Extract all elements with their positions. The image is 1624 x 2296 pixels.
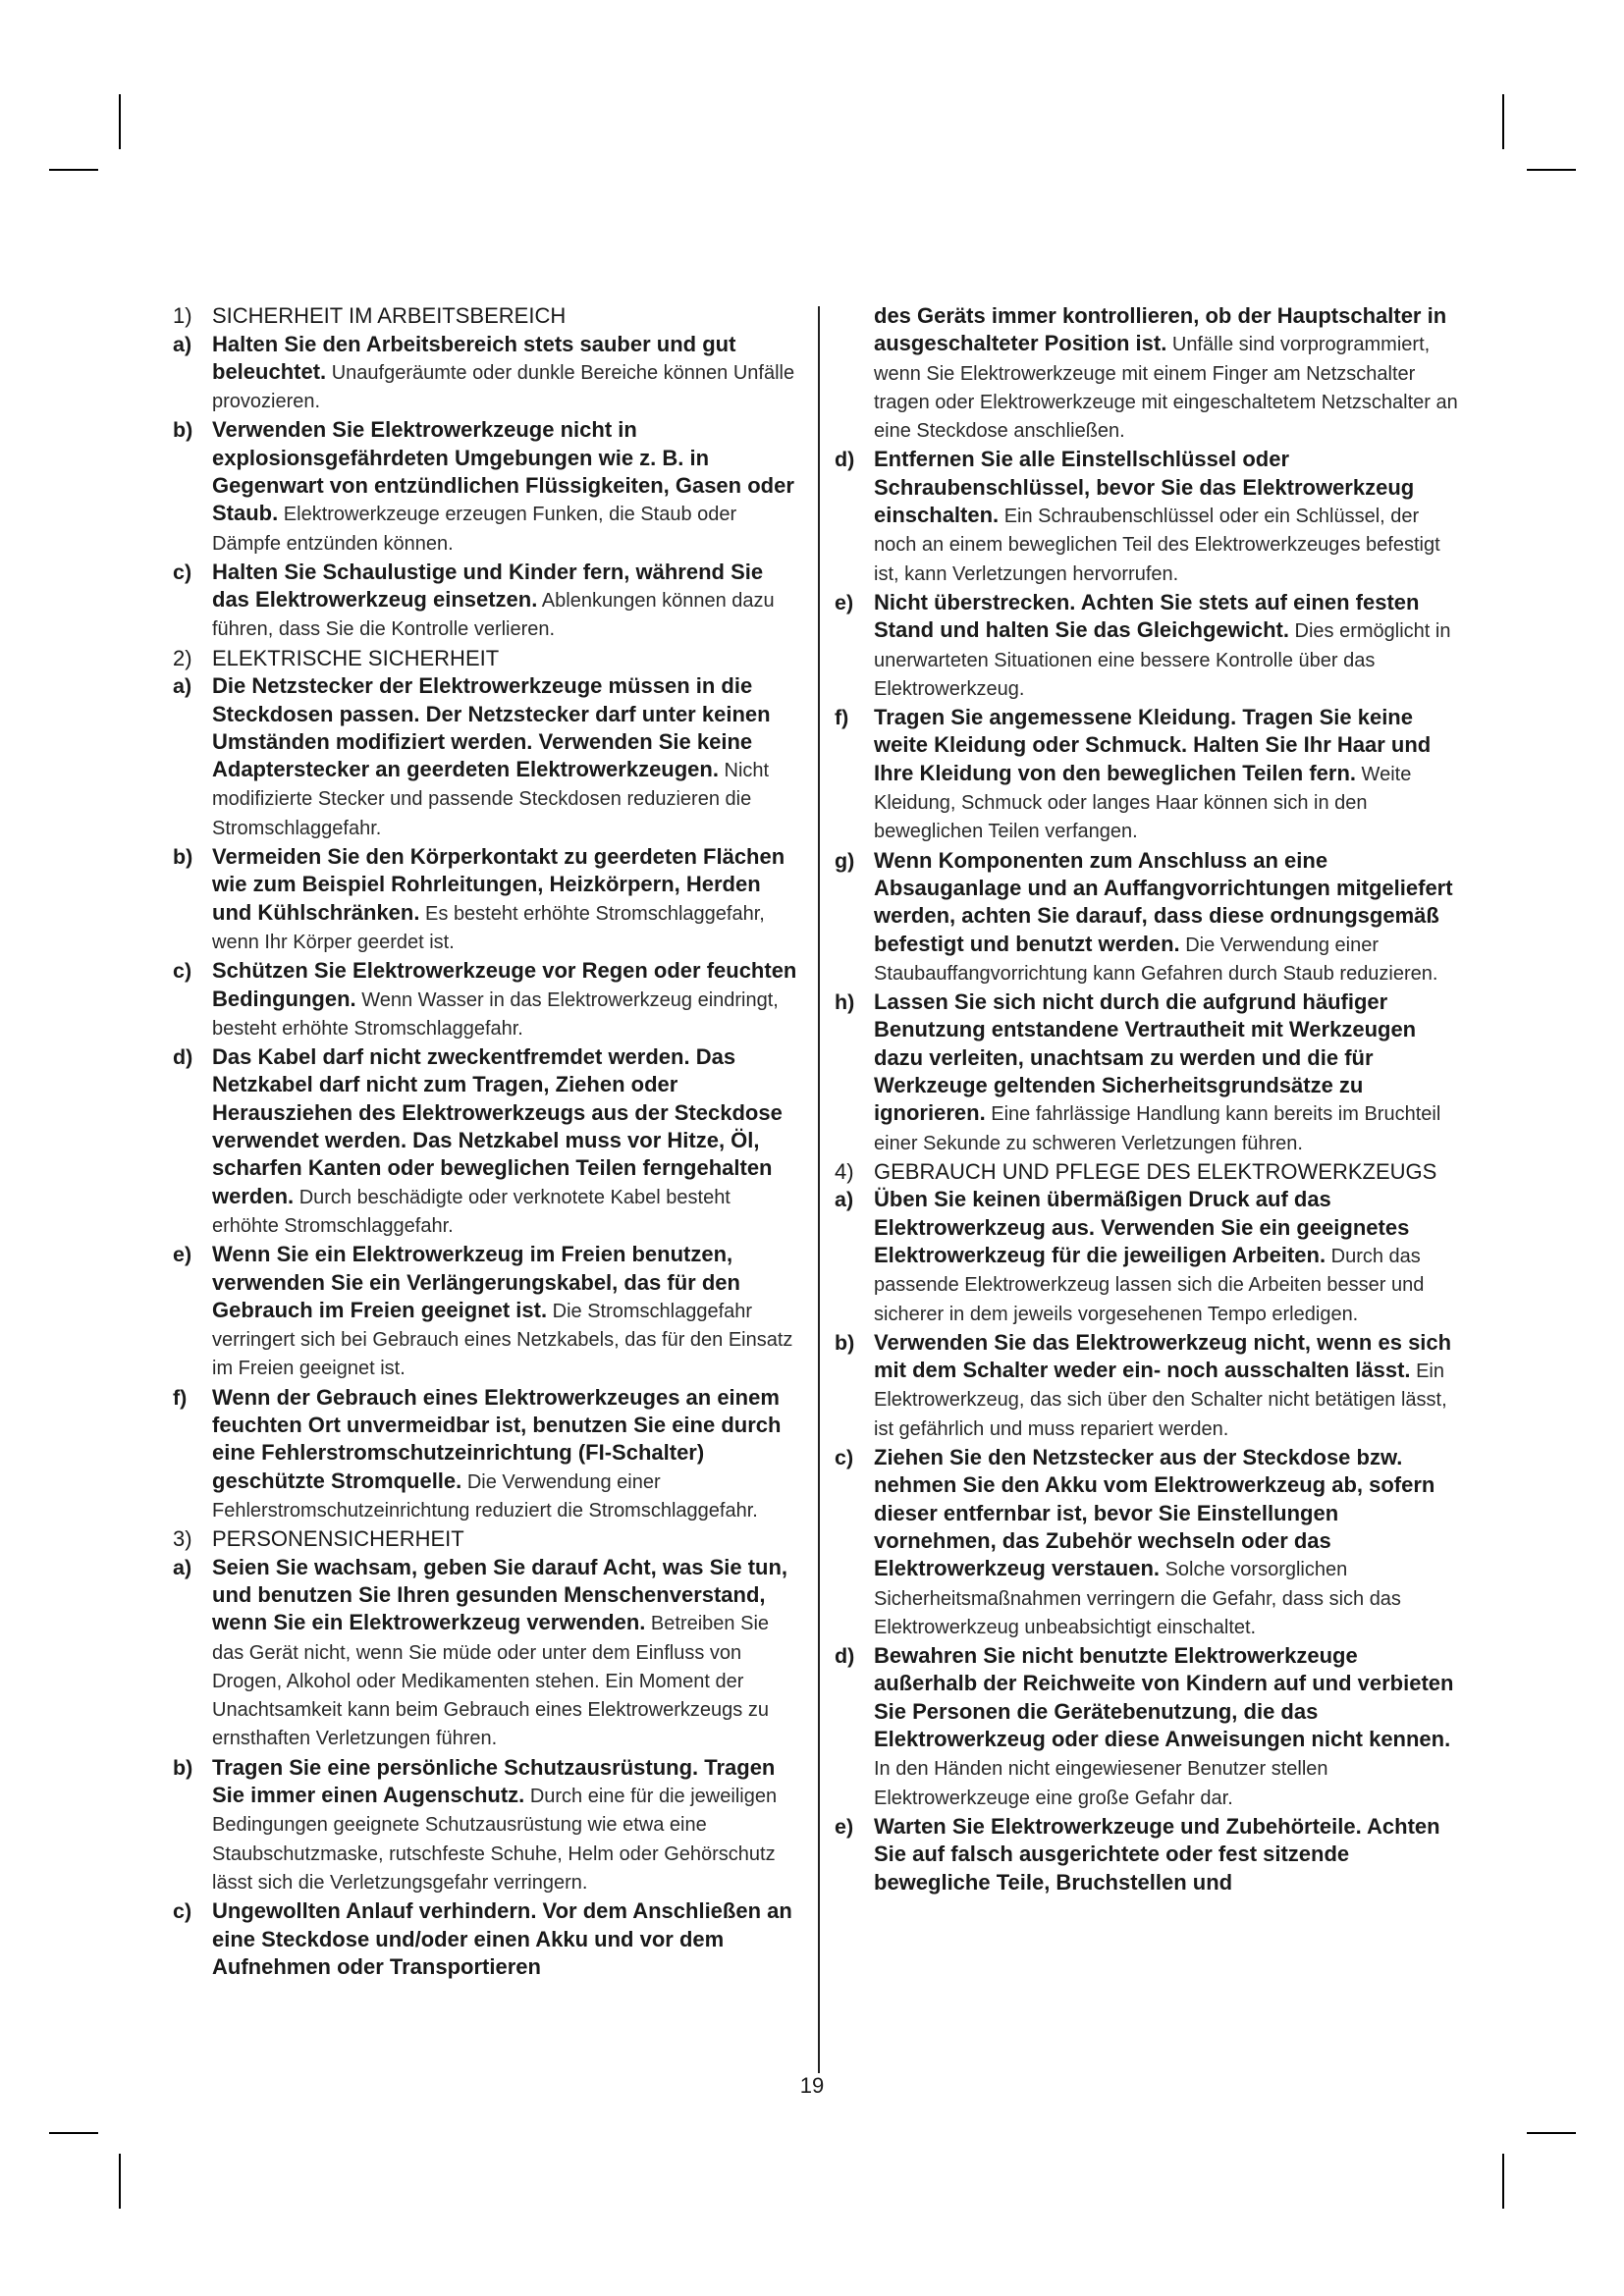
instruction-item: [835, 589, 1463, 703]
instruction-bold: Halten Sie Schaulustige und Kinder fern, während Sie das Elektrowerkzeug einsetzen.: [212, 559, 764, 613]
item-letter: e): [173, 1243, 192, 1267]
crop-mark: [49, 2132, 98, 2134]
instruction-text: Elektrowerkzeuge erzeugen Funken, die Staub oder Dämpfe entzünden können.: [212, 504, 737, 555]
instruction-item: [173, 331, 801, 416]
instruction-text: Durch beschädigte oder verknotete Kabel besteht erhöhte Stromschlaggefahr.: [212, 1186, 731, 1237]
instruction-bold: Tragen Sie eine persönliche Schutzausrüstung. Tragen Sie immer einen Augenschutz.: [212, 1754, 776, 1808]
instruction-item: [835, 704, 1463, 845]
instruction-item: [173, 1384, 801, 1524]
instruction-text: Ein Schraubenschlüssel oder ein Schlüssel, der noch an einem beweglichen Teil des Elektrowerkzeuges befestigt ist, kann Verletzungen hervorrufen.: [874, 506, 1440, 585]
item-letter: a): [173, 1555, 192, 1579]
instruction-bold: Bewahren Sie nicht benutzte Elektrowerkzeuge außerhalb der Reichweite von Kindern auf und verbieten Sie Personen die Gerätebenutzung, die das Elektrowerkzeug oder diese Anweisungen nicht kennen.: [874, 1643, 1454, 1752]
crop-mark: [119, 2154, 121, 2209]
instruction-bold: Verwenden Sie Elektrowerkzeuge nicht in explosionsgefährdeten Umgebungen wie z. B. in Gegenwart von entzündlichen Flüssigkeiten, Gasen oder Staub.: [212, 417, 794, 526]
instruction-text: Die Verwendung einer Fehlerstromschutzeinrichtung reduziert die Stromschlaggefahr.: [212, 1470, 758, 1522]
instruction-text: Durch das passende Elektrowerkzeug lassen sich die Arbeiten besser und sicherer in dem jeweils vorgesehenen Tempo erledigen.: [874, 1246, 1425, 1325]
instruction-item: [173, 672, 801, 842]
instruction-bold: Lassen Sie sich nicht durch die aufgrund häufiger Benutzung entstandene Vertrautheit mit Werkzeugen dazu verleiten, unachtsam zu werden und die für Werkzeuge geltenden Sicherheitsgrundsätze zu ignorieren.: [874, 989, 1417, 1126]
item-letter: d): [835, 1644, 855, 1669]
instruction-bold: Tragen Sie angemessene Kleidung. Tragen Sie keine weite Kleidung oder Schmuck. Halten Sie Ihr Haar und Ihre Kleidung von den beweglichen Teilen fern.: [874, 705, 1432, 785]
item-letter: e): [835, 1814, 854, 1839]
item-letter: c): [835, 1446, 854, 1470]
instruction-text: Weite Kleidung, Schmuck oder langes Haar können sich in den beweglichen Teilen verfangen.: [874, 763, 1412, 843]
item-letter: g): [835, 848, 855, 873]
instruction-item: [173, 559, 801, 644]
section-heading: [173, 645, 801, 673]
instruction-item: [173, 1554, 801, 1753]
instruction-bold: Schützen Sie Elektrowerkzeuge vor Regen oder feuchten Bedingungen.: [212, 958, 797, 1011]
crop-mark: [1502, 94, 1504, 149]
instruction-bold: Seien Sie wachsam, geben Sie darauf Acht, was Sie tun, und benutzen Sie Ihren gesunden Menschenverstand, wenn Sie ein Elektrowerkzeug verwenden.: [212, 1554, 788, 1635]
item-letter: f): [835, 706, 849, 730]
section-number: 2): [173, 645, 192, 670]
instruction-item: [835, 1186, 1463, 1327]
instruction-bold: des Geräts immer kontrollieren, ob der Hauptschalter in ausgeschalteter Position ist.: [874, 303, 1447, 356]
instruction-text: Durch eine für die jeweiligen Bedingungen geeignete Schutzausrüstung wie etwa eine Staubschutzmaske, rutschfeste Schuhe, Helm oder Gehörschutz lässt sich die Verletzungsgefahr verringern.: [212, 1786, 778, 1894]
instruction-text: Ablenkungen können dazu führen, dass Sie die Kontrolle verlieren.: [212, 590, 775, 641]
item-letter: f): [173, 1385, 188, 1410]
instruction-text: Solche vorsorglichen Sicherheitsmaßnahmen verringern die Gefahr, dass sich das Elektrowerkzeug unbeabsichtigt einschaltet.: [874, 1559, 1401, 1638]
section-number: 3): [173, 1526, 192, 1552]
instruction-item: [835, 1813, 1463, 1896]
instruction-item: [835, 446, 1463, 587]
crop-mark: [119, 94, 121, 149]
instruction-bold: Ziehen Sie den Netzstecker aus der Steckdose bzw. nehmen Sie den Akku vom Elektrowerkzeug ab, sofern dieser entfernbar ist, bevor Sie Einstellungen vornehmen, das Zubehör wechseln oder das Elektrowerkzeug verstauen.: [874, 1445, 1435, 1581]
instruction-bold: Ungewollten Anlauf verhindern. Vor dem Anschließen an eine Steckdose und/oder einen Akku und vor dem Aufnehmen oder Transportieren: [212, 1898, 792, 1979]
crop-mark: [1502, 2154, 1504, 2209]
instruction-text: Die Stromschlaggefahr verringert sich bei Gebrauch eines Netzkabels, das für den Einsatz im Freien geeignet ist.: [212, 1300, 793, 1380]
instruction-item: [835, 1642, 1463, 1812]
continued-instruction: [835, 302, 1463, 445]
section-heading: [835, 1158, 1463, 1187]
instruction-item: [173, 1043, 801, 1240]
instruction-bold: Vermeiden Sie den Körperkontakt zu geerdeten Flächen wie zum Beispiel Rohrleitungen, Heizkörpern, Herden und Kühlschränken.: [212, 844, 785, 925]
instruction-text: Es besteht erhöhte Stromschlaggefahr, wenn Ihr Körper geerdet ist.: [212, 902, 765, 953]
instruction-bold: Entfernen Sie alle Einstellschlüssel oder Schraubenschlüssel, bevor Sie das Elektrowerkzeug einschalten.: [874, 447, 1415, 528]
item-letter: c): [173, 1899, 192, 1924]
instruction-item: [835, 847, 1463, 988]
instruction-text: Die Verwendung einer Staubauffangvorrichtung kann Gefahren durch Staub reduzieren.: [874, 934, 1438, 985]
section-title: SICHERHEIT IM ARBEITSBEREICH: [212, 303, 567, 328]
item-letter: b): [835, 1330, 855, 1355]
section-heading: [173, 302, 801, 331]
item-letter: d): [835, 448, 855, 472]
instruction-text: Unfälle sind vorprogrammiert, wenn Sie Elektrowerkzeuge mit einem Finger am Netzschalter tragen oder Elektrowerkzeuge mit eingeschaltetem Netzschalter an eine Steckdose anschließen.: [874, 334, 1458, 443]
item-letter: a): [173, 332, 192, 356]
item-letter: h): [835, 990, 855, 1015]
instruction-bold: Wenn Komponenten zum Anschluss an eine Absauganlage und an Auffangvorrichtungen mitgeliefert werden, achten Sie darauf, dass diese ordnungsgemäß befestigt und benutzt werden.: [874, 847, 1453, 956]
page-number: 19: [799, 2073, 825, 2098]
crop-mark: [49, 169, 98, 171]
crop-mark: [1527, 169, 1576, 171]
instruction-text: Wenn Wasser in das Elektrowerkzeug eindringt, besteht erhöhte Stromschlaggefahr.: [212, 988, 779, 1040]
column-divider: [818, 306, 820, 2073]
section-number: 4): [835, 1158, 854, 1184]
section-number: 1): [173, 303, 192, 328]
item-letter: a): [835, 1188, 854, 1212]
instruction-text: Ein Elektrowerkzeug, das sich über den Schalter nicht betätigen lässt, ist gefährlich und muss repariert werden.: [874, 1361, 1447, 1440]
right-column: [835, 302, 1463, 1897]
instruction-item: [835, 1444, 1463, 1641]
section-heading: [173, 1525, 801, 1554]
instruction-text: Betreiben Sie das Gerät nicht, wenn Sie müde oder unter dem Einfluss von Drogen, Alkohol oder Medikamenten stehen. Ein Moment der Unachtsamkeit kann beim Gebrauch eines Elektrowerkzeugs zu ernsthaften Verletzungen führen.: [212, 1613, 770, 1750]
item-letter: d): [173, 1045, 193, 1070]
instruction-item: [173, 416, 801, 557]
instruction-text: Unaufgeräumte oder dunkle Bereiche können Unfälle provozieren.: [212, 361, 795, 413]
item-letter: a): [173, 674, 192, 699]
instruction-bold: Die Netzstecker der Elektrowerkzeuge müssen in die Steckdosen passen. Der Netzstecker darf unter keinen Umständen modifiziert werden. Verwenden Sie keine Adapterstecker an geerdeten Elektrowerkzeugen.: [212, 673, 771, 782]
instruction-text: Dies ermöglicht in unerwarteten Situationen eine bessere Kontrolle über das Elektrowerkzeug.: [874, 620, 1451, 700]
instruction-item: [835, 1329, 1463, 1443]
instruction-bold: Nicht überstrecken. Achten Sie stets auf einen festen Stand und halten Sie das Gleichgewicht.: [874, 589, 1420, 643]
section-title: ELEKTRISCHE SICHERHEIT: [212, 645, 500, 670]
item-letter: b): [173, 845, 193, 870]
instruction-bold: Halten Sie den Arbeitsbereich stets sauber und gut beleuchtet.: [212, 331, 736, 384]
item-letter: e): [835, 590, 854, 614]
instruction-item: [173, 1754, 801, 1896]
instruction-bold: Wenn der Gebrauch eines Elektrowerkzeuges an einem feuchten Ort unvermeidbar ist, benutzen Sie eine durch eine Fehlerstromschutzeinrichtung (FI-Schalter) geschützte Stromquelle.: [212, 1384, 782, 1493]
instruction-item: [173, 957, 801, 1042]
left-column: [173, 302, 801, 1982]
section-title: PERSONENSICHERHEIT: [212, 1526, 464, 1552]
instruction-text: In den Händen nicht eingewiesener Benutzer stellen Elektrowerkzeuge eine große Gefahr dar.: [874, 1758, 1328, 1809]
item-letter: b): [173, 1755, 193, 1780]
item-letter: b): [173, 418, 193, 443]
instruction-item: [173, 1897, 801, 1981]
section-title: GEBRAUCH UND PFLEGE DES ELEKTROWERKZEUGS: [874, 1158, 1437, 1184]
item-letter: c): [173, 959, 192, 984]
instruction-bold: Verwenden Sie das Elektrowerkzeug nicht, wenn es sich mit dem Schalter weder ein- noch ausschalten lässt.: [874, 1329, 1452, 1383]
crop-mark: [1527, 2132, 1576, 2134]
instruction-bold: Warten Sie Elektrowerkzeuge und Zubehörteile. Achten Sie auf falsch ausgerichtete oder fest sitzende bewegliche Teile, Bruchstellen und: [874, 1813, 1440, 1895]
instruction-bold: Üben Sie keinen übermäßigen Druck auf das Elektrowerkzeug aus. Verwenden Sie ein geeignetes Elektrowerkzeug für die jeweiligen Arbeiten.: [874, 1187, 1410, 1267]
instruction-bold: Das Kabel darf nicht zweckentfremdet werden. Das Netzkabel darf nicht zum Tragen, Ziehen oder Herausziehen des Elektrowerkzeugs aus der Steckdose verwendet werden. Das Netzkabel muss vor Hitze, Öl, scharfen Kanten oder beweglichen Teilen ferngehalten werden.: [212, 1044, 783, 1208]
instruction-text: Nicht modifizierte Stecker und passende Steckdosen reduzieren die Stromschlaggefahr.: [212, 760, 770, 839]
instruction-item: [173, 1241, 801, 1382]
instruction-text: Eine fahrlässige Handlung kann bereits im Bruchteil einer Sekunde zu schweren Verletzungen führen.: [874, 1103, 1441, 1154]
instruction-item: [173, 843, 801, 956]
instruction-item: [835, 988, 1463, 1157]
instruction-bold: Wenn Sie ein Elektrowerkzeug im Freien benutzen, verwenden Sie ein Verlängerungskabel, das für den Gebrauch im Freien geeignet ist.: [212, 1242, 740, 1322]
item-letter: c): [173, 560, 192, 584]
